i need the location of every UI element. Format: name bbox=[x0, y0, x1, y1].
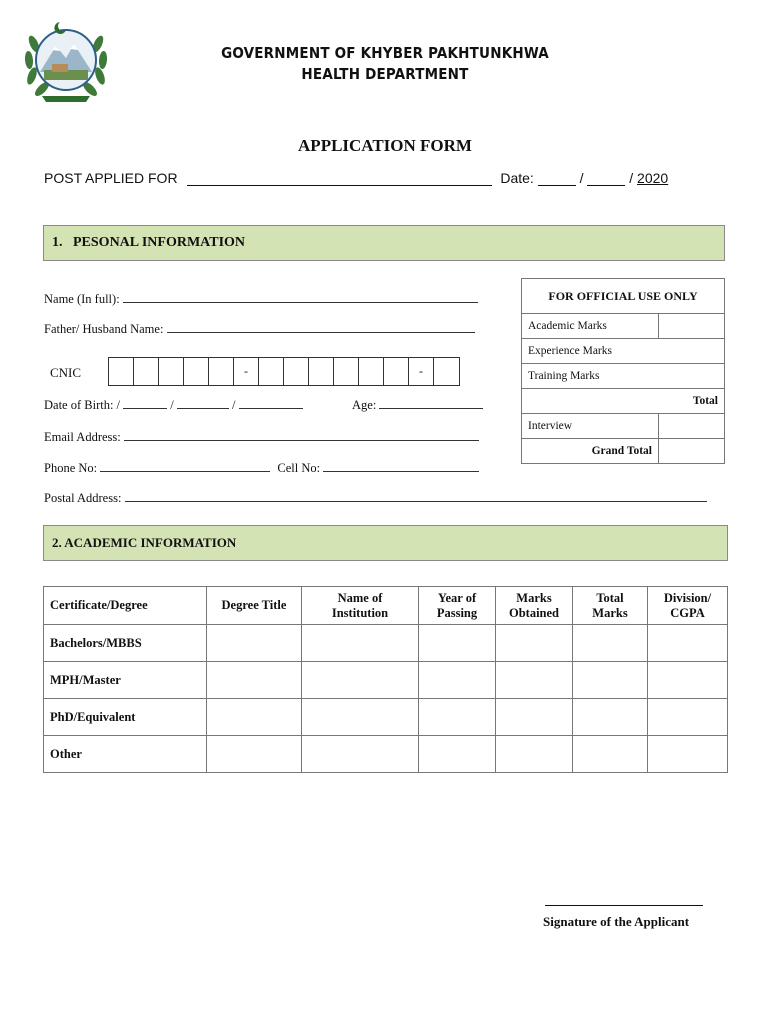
academic-cell[interactable] bbox=[302, 699, 419, 736]
cnic-box[interactable] bbox=[309, 358, 334, 385]
cnic-box[interactable] bbox=[334, 358, 359, 385]
phone-row bbox=[44, 461, 479, 476]
date-year: 2020 bbox=[637, 170, 669, 186]
cnic-box[interactable] bbox=[184, 358, 209, 385]
cnic-box[interactable] bbox=[359, 358, 384, 385]
signature-label: Signature of the Applicant bbox=[543, 914, 690, 929]
academic-cell[interactable] bbox=[302, 625, 419, 662]
academic-cell[interactable] bbox=[496, 625, 573, 662]
academic-cell[interactable] bbox=[207, 736, 302, 773]
age-row bbox=[352, 398, 483, 413]
academic-header-cell: Division/ CGPA bbox=[648, 587, 728, 625]
academic-cell[interactable] bbox=[648, 625, 728, 662]
academic-cell[interactable] bbox=[648, 662, 728, 699]
academic-header-cell: Marks Obtained bbox=[496, 587, 573, 625]
date-separator: / bbox=[629, 170, 634, 186]
academic-cell[interactable] bbox=[648, 736, 728, 773]
section-academic-info: 2. ACADEMIC INFORMATION bbox=[43, 525, 728, 561]
date-day-field[interactable] bbox=[538, 171, 576, 186]
academic-cell[interactable] bbox=[573, 699, 648, 736]
academic-header-cell: Year of Passing bbox=[419, 587, 496, 625]
academic-cell[interactable] bbox=[419, 662, 496, 699]
academic-cell[interactable] bbox=[419, 625, 496, 662]
table-row bbox=[44, 625, 728, 662]
cell-label: Cell No: bbox=[277, 461, 321, 475]
academic-cell[interactable] bbox=[207, 625, 302, 662]
cnic-box[interactable] bbox=[159, 358, 184, 385]
academic-cell[interactable] bbox=[207, 662, 302, 699]
academic-cell[interactable] bbox=[573, 662, 648, 699]
academic-cell[interactable] bbox=[496, 662, 573, 699]
post-applied-field[interactable] bbox=[187, 171, 492, 186]
academic-cell[interactable] bbox=[419, 736, 496, 773]
name-label: Name (In full): bbox=[44, 292, 120, 306]
dob-day-field[interactable] bbox=[123, 398, 167, 409]
cnic-label: CNIC bbox=[50, 365, 82, 380]
cnic-box[interactable] bbox=[259, 358, 284, 385]
dob-label: Date of Birth: / bbox=[44, 398, 121, 412]
official-row-value[interactable] bbox=[659, 314, 725, 339]
signature-line[interactable] bbox=[545, 905, 703, 906]
post-applied-row bbox=[44, 170, 668, 186]
official-row-label: Experience Marks bbox=[522, 339, 725, 364]
academic-header-cell: Certificate/Degree bbox=[44, 587, 207, 625]
cnic-boxes bbox=[108, 357, 460, 386]
academic-cell[interactable] bbox=[573, 625, 648, 662]
table-row bbox=[44, 662, 728, 699]
official-row-label: Academic Marks bbox=[522, 314, 659, 339]
table-row bbox=[44, 736, 728, 773]
postal-field[interactable] bbox=[125, 491, 707, 502]
academic-row-label: MPH/Master bbox=[44, 662, 207, 699]
father-field[interactable] bbox=[167, 322, 475, 333]
dob-separator: / bbox=[170, 398, 174, 412]
email-field[interactable] bbox=[124, 430, 479, 441]
official-total-label: Total bbox=[522, 389, 725, 414]
cnic-box[interactable] bbox=[434, 358, 459, 385]
cnic-box[interactable] bbox=[209, 358, 234, 385]
academic-cell[interactable] bbox=[302, 736, 419, 773]
dob-year-field[interactable] bbox=[239, 398, 303, 409]
post-applied-label: POST APPLIED FOR bbox=[44, 170, 178, 186]
official-use-title: FOR OFFICIAL USE ONLY bbox=[522, 279, 725, 314]
dob-month-field[interactable] bbox=[177, 398, 229, 409]
academic-cell[interactable] bbox=[496, 736, 573, 773]
cnic-box[interactable] bbox=[384, 358, 409, 385]
father-label: Father/ Husband Name: bbox=[44, 322, 164, 336]
official-use-table bbox=[521, 278, 725, 464]
postal-label: Postal Address: bbox=[44, 491, 122, 505]
name-field[interactable] bbox=[123, 292, 478, 303]
phone-label: Phone No: bbox=[44, 461, 98, 475]
academic-table bbox=[43, 586, 728, 773]
academic-cell[interactable] bbox=[419, 699, 496, 736]
academic-row-label: PhD/Equivalent bbox=[44, 699, 207, 736]
academic-cell[interactable] bbox=[648, 699, 728, 736]
cnic-box[interactable] bbox=[109, 358, 134, 385]
date-separator: / bbox=[579, 170, 584, 186]
official-interview-value[interactable] bbox=[659, 414, 725, 439]
postal-row bbox=[44, 491, 707, 506]
email-label: Email Address: bbox=[44, 430, 121, 444]
academic-cell[interactable] bbox=[207, 699, 302, 736]
form-title: APPLICATION FORM bbox=[298, 136, 472, 155]
header-line-2: HEALTH DEPARTMENT bbox=[301, 65, 469, 83]
table-row bbox=[44, 699, 728, 736]
cell-field[interactable] bbox=[323, 461, 479, 472]
official-row-label: Training Marks bbox=[522, 364, 725, 389]
cnic-box[interactable] bbox=[284, 358, 309, 385]
academic-cell[interactable] bbox=[573, 736, 648, 773]
academic-row-label: Bachelors/MBBS bbox=[44, 625, 207, 662]
dob-separator: / bbox=[232, 398, 236, 412]
official-grand-total-value[interactable] bbox=[659, 439, 725, 464]
official-grand-total-label: Grand Total bbox=[522, 439, 659, 464]
father-row bbox=[44, 322, 475, 337]
header-line-1: GOVERNMENT OF KHYBER PAKHTUNKHWA bbox=[221, 44, 549, 62]
date-month-field[interactable] bbox=[587, 171, 625, 186]
academic-header-cell: Name of Institution bbox=[302, 587, 419, 625]
age-label: Age: bbox=[352, 398, 377, 412]
dob-row bbox=[44, 398, 303, 413]
email-row bbox=[44, 430, 479, 445]
section-personal-info: 1. PESONAL INFORMATION bbox=[43, 225, 725, 261]
academic-cell[interactable] bbox=[302, 662, 419, 699]
academic-header-row bbox=[44, 587, 728, 625]
academic-header-cell: Degree Title bbox=[207, 587, 302, 625]
official-interview-label: Interview bbox=[522, 414, 659, 439]
academic-row-label: Other bbox=[44, 736, 207, 773]
academic-header-cell: Total Marks bbox=[573, 587, 648, 625]
name-row bbox=[44, 292, 478, 307]
academic-cell[interactable] bbox=[496, 699, 573, 736]
cnic-dash: - bbox=[234, 358, 259, 385]
age-field[interactable] bbox=[379, 398, 483, 409]
cnic-dash: - bbox=[409, 358, 434, 385]
date-label: Date: bbox=[500, 170, 534, 186]
cnic-box[interactable] bbox=[134, 358, 159, 385]
phone-field[interactable] bbox=[100, 461, 270, 472]
